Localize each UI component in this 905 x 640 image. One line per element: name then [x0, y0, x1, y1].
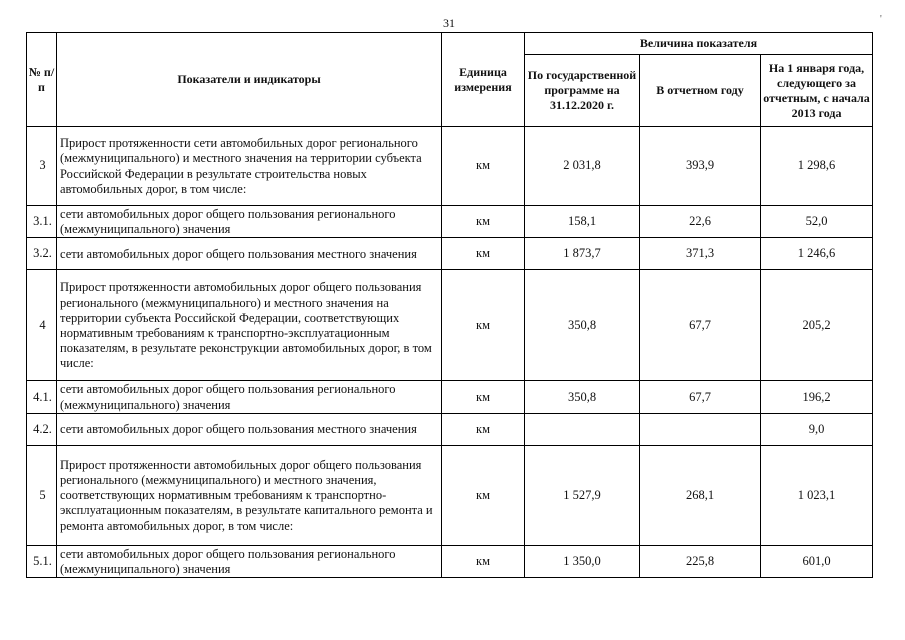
row-indicator: сети автомобильных дорог общего пользования регионального (межмуниципального) значения: [57, 545, 442, 577]
page-number: 31: [443, 16, 455, 30]
row-report-value: 393,9: [640, 127, 761, 206]
row-indicator: Прирост протяженности сети автомобильных дорог регионального (межмуниципального) и местного значения на территории субъекта Российской Федерации в результате строительства новых автомобильных дорог, в том числе:: [57, 127, 442, 206]
row-indicator: Прирост протяженности автомобильных дорог общего пользования регионального (межмуниципального) и местного значения на территории субъекта Российской Федерации, соответствующих нормативным требованиям к транспортно-эксплуатационным показателям, в результате реконструкции автомобильных дорог, в том числе:: [57, 270, 442, 381]
row-number: 3: [27, 127, 57, 206]
header-indicators: Показатели и индикаторы: [57, 33, 442, 127]
row-number: 3.2.: [27, 238, 57, 270]
corner-mark: ': [880, 14, 882, 25]
table-row: [27, 445, 873, 545]
row-report-value: [640, 413, 761, 445]
row-number: 3.1.: [27, 206, 57, 238]
row-since-value: 1 246,6: [761, 238, 873, 270]
row-indicator: сети автомобильных дорог общего пользования регионального (межмуниципального) значения: [57, 206, 442, 238]
row-report-value: 268,1: [640, 445, 761, 545]
row-report-value: 371,3: [640, 238, 761, 270]
row-number: 4: [27, 270, 57, 381]
row-report-value: 67,7: [640, 381, 761, 413]
row-program-value: 158,1: [525, 206, 640, 238]
row-program-value: [525, 413, 640, 445]
row-indicator: Прирост протяженности автомобильных дорог общего пользования регионального (межмуниципального) и местного значения, соответствующих нормативным требованиям к транспортно-эксплуатационным показателям, в результате капитального ремонта и ремонта автомобильных дорог, в том числе:: [57, 445, 442, 545]
row-indicator: сети автомобильных дорог общего пользования местного значения: [57, 238, 442, 270]
row-program-value: 1 350,0: [525, 545, 640, 577]
table-row: [27, 206, 873, 238]
row-program-value: 350,8: [525, 270, 640, 381]
row-unit: км: [442, 238, 525, 270]
table-row: [27, 545, 873, 577]
row-program-value: 1 527,9: [525, 445, 640, 545]
row-since-value: 196,2: [761, 381, 873, 413]
header-program: По государственной программе на 31.12.2020 г.: [525, 55, 640, 127]
row-since-value: 1 298,6: [761, 127, 873, 206]
row-number: 5: [27, 445, 57, 545]
row-unit: км: [442, 445, 525, 545]
row-since-value: 205,2: [761, 270, 873, 381]
row-unit: км: [442, 545, 525, 577]
row-unit: км: [442, 270, 525, 381]
row-since-value: 9,0: [761, 413, 873, 445]
header-report-year: В отчетном году: [640, 55, 761, 127]
row-unit: км: [442, 127, 525, 206]
table-row: [27, 413, 873, 445]
row-number: 4.2.: [27, 413, 57, 445]
row-since-value: 601,0: [761, 545, 873, 577]
row-unit: км: [442, 413, 525, 445]
row-number: 4.1.: [27, 381, 57, 413]
table-row: [27, 270, 873, 381]
table-row: [27, 127, 873, 206]
header-value-group: Величина показателя: [525, 33, 873, 55]
header-number: № п/п: [27, 33, 57, 127]
row-program-value: 1 873,7: [525, 238, 640, 270]
row-since-value: 1 023,1: [761, 445, 873, 545]
indicators-table: [26, 32, 873, 578]
row-report-value: 67,7: [640, 270, 761, 381]
row-unit: км: [442, 206, 525, 238]
row-program-value: 2 031,8: [525, 127, 640, 206]
row-number: 5.1.: [27, 545, 57, 577]
header-unit: Единица измерения: [442, 33, 525, 127]
table-row: [27, 238, 873, 270]
table-row: [27, 381, 873, 413]
row-indicator: сети автомобильных дорог общего пользования местного значения: [57, 413, 442, 445]
row-report-value: 225,8: [640, 545, 761, 577]
row-unit: км: [442, 381, 525, 413]
row-since-value: 52,0: [761, 206, 873, 238]
row-indicator: сети автомобильных дорог общего пользования регионального (межмуниципального) значения: [57, 381, 442, 413]
header-since-2013: На 1 января года, следующего за отчетным, с начала 2013 года: [761, 55, 873, 127]
row-program-value: 350,8: [525, 381, 640, 413]
row-report-value: 22,6: [640, 206, 761, 238]
